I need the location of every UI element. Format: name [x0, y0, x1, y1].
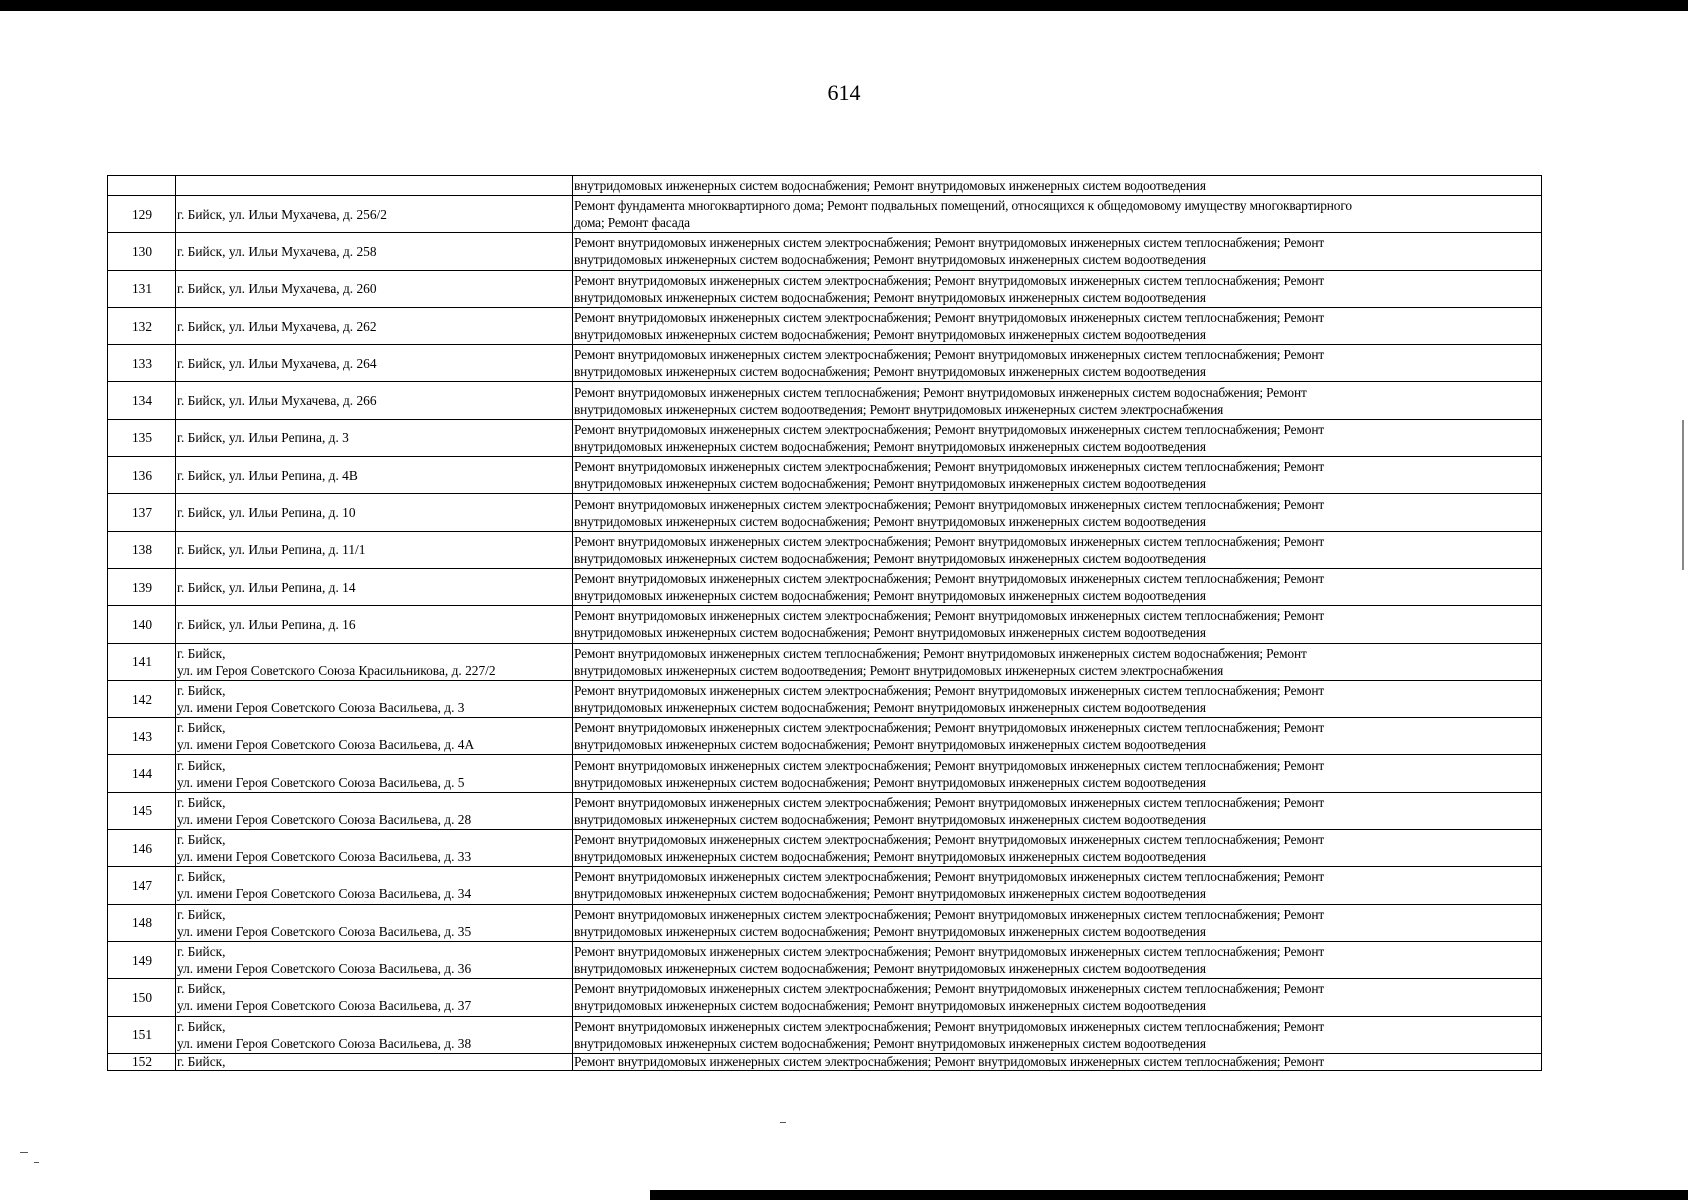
- works-line: внутридомовых инженерных систем водоснабжения; Ремонт внутридомовых инженерных систем водоотведения: [574, 625, 1206, 641]
- address-line: г. Бийск, ул. Ильи Репина, д. 10: [177, 505, 356, 521]
- works-cell: [573, 457, 1542, 494]
- works-cell: [573, 419, 1542, 456]
- works-line: внутридомовых инженерных систем водоснабжения; Ремонт внутридомовых инженерных систем водоотведения: [574, 476, 1206, 492]
- row-number-cell: 145: [108, 792, 176, 829]
- address-line: г. Бийск, ул. Ильи Мухачева, д. 258: [177, 243, 377, 259]
- works-line: Ремонт внутридомовых инженерных систем электроснабжения; Ремонт внутридомовых инженерных систем теплоснабжения; Ремонт: [574, 533, 1325, 549]
- address-cell: [176, 176, 573, 196]
- address-cell: [176, 382, 573, 419]
- works-cell: [573, 904, 1542, 941]
- works-cell: [573, 1016, 1542, 1053]
- row-number-cell: 150: [108, 979, 176, 1016]
- works-line: Ремонт внутридомовых инженерных систем электроснабжения; Ремонт внутридомовых инженерных систем теплоснабжения; Ремонт: [574, 869, 1325, 885]
- row-number-cell: 144: [108, 755, 176, 792]
- address-line: ул. имени Героя Советского Союза Васильева, д. 5: [177, 774, 465, 790]
- table-row: [108, 792, 1542, 829]
- address-cell: [176, 1016, 573, 1053]
- address-line: г. Бийск,: [177, 645, 226, 661]
- address-cell: [176, 979, 573, 1016]
- address-line: г. Бийск, ул. Ильи Мухачева, д. 260: [177, 281, 377, 297]
- address-cell: [176, 941, 573, 978]
- address-cell: [176, 307, 573, 344]
- table-row: [108, 904, 1542, 941]
- works-cell: [573, 680, 1542, 717]
- works-line: Ремонт внутридомовых инженерных систем электроснабжения; Ремонт внутридомовых инженерных систем теплоснабжения; Ремонт: [574, 608, 1325, 624]
- address-cell: [176, 830, 573, 867]
- scan-edge-right: [1682, 420, 1684, 570]
- address-line: г. Бийск,: [177, 832, 226, 848]
- row-number-cell: 148: [108, 904, 176, 941]
- address-line: ул. имени Героя Советского Союза Васильева, д. 38: [177, 1035, 472, 1051]
- works-cell: [573, 792, 1542, 829]
- works-line: внутридомовых инженерных систем водоснабжения; Ремонт внутридомовых инженерных систем водоотведения: [574, 438, 1206, 454]
- works-line: внутридомовых инженерных систем водоснабжения; Ремонт внутридомовых инженерных систем водоотведения: [574, 737, 1206, 753]
- address-cell: [176, 680, 573, 717]
- works-line: Ремонт внутридомовых инженерных систем теплоснабжения; Ремонт внутридомовых инженерных систем водоснабжения; Ремонт: [574, 645, 1307, 661]
- works-line: внутридомовых инженерных систем водоснабжения; Ремонт внутридомовых инженерных систем водоотведения: [574, 961, 1206, 977]
- table-body: [108, 176, 1542, 1071]
- works-cell: [573, 867, 1542, 904]
- address-line: ул. имени Героя Советского Союза Васильева, д. 35: [177, 923, 472, 939]
- row-number-cell: 146: [108, 830, 176, 867]
- works-line: Ремонт внутридомовых инженерных систем электроснабжения; Ремонт внутридомовых инженерных систем теплоснабжения; Ремонт: [574, 347, 1325, 363]
- works-line: внутридомовых инженерных систем водоснабжения; Ремонт внутридомовых инженерных систем водоотведения: [574, 588, 1206, 604]
- works-line: Ремонт внутридомовых инженерных систем электроснабжения; Ремонт внутридомовых инженерных систем теплоснабжения; Ремонт: [574, 794, 1325, 810]
- works-cell: [573, 979, 1542, 1016]
- address-cell: [176, 643, 573, 680]
- works-line: дома; Ремонт фасада: [574, 215, 690, 231]
- scan-border-top: [0, 0, 1688, 11]
- works-cell: [573, 755, 1542, 792]
- address-line: г. Бийск,: [177, 757, 226, 773]
- address-cell: [176, 904, 573, 941]
- address-line: г. Бийск,: [177, 906, 226, 922]
- works-line: Ремонт фундамента многоквартирного дома; Ремонт подвальных помещений, относящихся к общедомовому имуществу многоквартирного: [574, 198, 1352, 214]
- scan-speck: [34, 1162, 39, 1163]
- address-cell: [176, 755, 573, 792]
- address-cell: [176, 233, 573, 270]
- works-line: Ремонт внутридомовых инженерных систем электроснабжения; Ремонт внутридомовых инженерных систем теплоснабжения; Ремонт: [574, 496, 1325, 512]
- table-row: [108, 382, 1542, 419]
- table-row-continuation: [108, 176, 1542, 196]
- table-row: [108, 606, 1542, 643]
- works-line: внутридомовых инженерных систем водоотведения; Ремонт внутридомовых инженерных систем электроснабжения: [574, 401, 1224, 417]
- works-line: Ремонт внутридомовых инженерных систем электроснабжения; Ремонт внутридомовых инженерных систем теплоснабжения; Ремонт: [574, 944, 1325, 960]
- address-line: ул. имени Героя Советского Союза Васильева, д. 37: [177, 998, 472, 1014]
- page-number: 614: [827, 80, 861, 105]
- row-number-cell: 129: [108, 196, 176, 233]
- address-cell: [176, 196, 573, 233]
- address-line: г. Бийск, ул. Ильи Мухачева, д. 266: [177, 393, 377, 409]
- works-line: внутридомовых инженерных систем водоснабжения; Ремонт внутридомовых инженерных систем водоотведения: [574, 513, 1206, 529]
- address-line: г. Бийск, ул. Ильи Мухачева, д. 256/2: [177, 206, 387, 222]
- row-number-cell: 140: [108, 606, 176, 643]
- table-row: [108, 307, 1542, 344]
- table-row: [108, 680, 1542, 717]
- row-number-cell: 143: [108, 718, 176, 755]
- table-row: [108, 419, 1542, 456]
- repair-works-table: [107, 175, 1542, 1071]
- row-number-cell: 136: [108, 457, 176, 494]
- table-row: [108, 867, 1542, 904]
- works-cell: [573, 531, 1542, 568]
- works-cell: [573, 830, 1542, 867]
- works-line: Ремонт внутридомовых инженерных систем электроснабжения; Ремонт внутридомовых инженерных систем теплоснабжения; Ремонт: [574, 310, 1325, 326]
- address-line: г. Бийск,: [177, 981, 226, 997]
- table-row: [108, 568, 1542, 605]
- address-line: ул. имени Героя Советского Союза Васильева, д. 36: [177, 961, 472, 977]
- scan-speck: [780, 1122, 786, 1123]
- works-cell: внутридомовых инженерных систем водоснабжения; Ремонт внутридомовых инженерных систем водоотведения: [573, 176, 1542, 196]
- table-row: [108, 531, 1542, 568]
- address-line: г. Бийск, ул. Ильи Репина, д. 11/1: [177, 542, 366, 558]
- address-line: г. Бийск,: [177, 1018, 226, 1034]
- row-number-cell: 138: [108, 531, 176, 568]
- works-line: Ремонт внутридомовых инженерных систем электроснабжения; Ремонт внутридомовых инженерных систем теплоснабжения; Ремонт: [574, 981, 1325, 997]
- row-number-cell: 141: [108, 643, 176, 680]
- works-cell: [573, 941, 1542, 978]
- works-cell: [573, 345, 1542, 382]
- works-line: внутридомовых инженерных систем водоснабжения; Ремонт внутридомовых инженерных систем водоотведения: [574, 364, 1206, 380]
- row-number-cell: 139: [108, 568, 176, 605]
- address-line: г. Бийск, ул. Ильи Репина, д. 14: [177, 579, 356, 595]
- works-cell: Ремонт внутридомовых инженерных систем электроснабжения; Ремонт внутридомовых инженерных систем теплоснабжения; Ремонт: [573, 1053, 1542, 1070]
- works-cell: [573, 643, 1542, 680]
- scan-border-bottom: [650, 1190, 1688, 1200]
- works-line: внутридомовых инженерных систем водоснабжения; Ремонт внутридомовых инженерных систем водоотведения: [574, 886, 1206, 902]
- row-number-cell: 130: [108, 233, 176, 270]
- address-line: г. Бийск, ул. Ильи Репина, д. 3: [177, 430, 349, 446]
- works-line: внутридомовых инженерных систем водоснабжения; Ремонт внутридомовых инженерных систем водоотведения: [574, 700, 1206, 715]
- address-line: г. Бийск,: [177, 794, 226, 810]
- address-line: ул. имени Героя Советского Союза Васильева, д. 33: [177, 849, 472, 865]
- address-line: г. Бийск,: [177, 869, 226, 885]
- works-line: внутридомовых инженерных систем водоснабжения; Ремонт внутридомовых инженерных систем водоотведения: [574, 327, 1206, 343]
- table-row: [108, 1016, 1542, 1053]
- table-row: [108, 494, 1542, 531]
- address-line: ул. им Героя Советского Союза Красильникова, д. 227/2: [177, 662, 496, 678]
- address-cell: [176, 270, 573, 307]
- works-line: внутридомовых инженерных систем водоснабжения; Ремонт внутридомовых инженерных систем водоотведения: [574, 774, 1206, 790]
- address-cell: [176, 792, 573, 829]
- table-row: [108, 233, 1542, 270]
- works-line: Ремонт внутридомовых инженерных систем электроснабжения; Ремонт внутридомовых инженерных систем теплоснабжения; Ремонт: [574, 459, 1325, 475]
- address-line: ул. имени Героя Советского Союза Васильева, д. 28: [177, 811, 472, 827]
- table-row: [108, 830, 1542, 867]
- works-line: внутридомовых инженерных систем водоснабжения; Ремонт внутридомовых инженерных систем водоотведения: [574, 923, 1206, 939]
- works-line: Ремонт внутридомовых инженерных систем электроснабжения; Ремонт внутридомовых инженерных систем теплоснабжения; Ремонт: [574, 421, 1325, 437]
- row-number-cell: 151: [108, 1016, 176, 1053]
- table-row: [108, 979, 1542, 1016]
- row-number-cell: 131: [108, 270, 176, 307]
- works-cell: [573, 568, 1542, 605]
- address-line: г. Бийск, ул. Ильи Репина, д. 4В: [177, 467, 358, 483]
- row-number-cell: 149: [108, 941, 176, 978]
- address-cell: г. Бийск,: [176, 1053, 573, 1070]
- works-line: внутридомовых инженерных систем водоснабжения; Ремонт внутридомовых инженерных систем водоотведения: [574, 811, 1206, 827]
- works-cell: [573, 382, 1542, 419]
- table-row: [108, 643, 1542, 680]
- works-line: Ремонт внутридомовых инженерных систем электроснабжения; Ремонт внутридомовых инженерных систем теплоснабжения; Ремонт: [574, 832, 1325, 848]
- works-cell: [573, 606, 1542, 643]
- works-line: внутридомовых инженерных систем водоотведения; Ремонт внутридомовых инженерных систем электроснабжения: [574, 662, 1224, 678]
- address-cell: [176, 419, 573, 456]
- works-cell: [573, 196, 1542, 233]
- works-cell: [573, 270, 1542, 307]
- address-cell: [176, 606, 573, 643]
- address-cell: [176, 568, 573, 605]
- table-row: [108, 270, 1542, 307]
- works-line: внутридомовых инженерных систем водоснабжения; Ремонт внутридомовых инженерных систем водоотведения: [574, 289, 1206, 305]
- table-row: [108, 941, 1542, 978]
- works-line: Ремонт внутридомовых инженерных систем электроснабжения; Ремонт внутридомовых инженерных систем теплоснабжения; Ремонт: [574, 683, 1325, 698]
- address-cell: [176, 718, 573, 755]
- works-line: Ремонт внутридомовых инженерных систем электроснабжения; Ремонт внутридомовых инженерных систем теплоснабжения; Ремонт: [574, 906, 1325, 922]
- works-cell: [573, 718, 1542, 755]
- address-line: г. Бийск,: [177, 683, 226, 698]
- address-cell: [176, 531, 573, 568]
- works-line: Ремонт внутридомовых инженерных систем электроснабжения; Ремонт внутридомовых инженерных систем теплоснабжения; Ремонт: [574, 1018, 1325, 1034]
- works-line: Ремонт внутридомовых инженерных систем электроснабжения; Ремонт внутридомовых инженерных систем теплоснабжения; Ремонт: [574, 757, 1325, 773]
- scan-speck: [20, 1152, 28, 1153]
- address-line: ул. имени Героя Советского Союза Васильева, д. 4А: [177, 737, 475, 753]
- row-number-cell: 133: [108, 345, 176, 382]
- row-number-cell: 152: [108, 1053, 176, 1070]
- works-cell: [573, 494, 1542, 531]
- address-line: г. Бийск,: [177, 720, 226, 736]
- works-line: внутридомовых инженерных систем водоснабжения; Ремонт внутридомовых инженерных систем водоотведения: [574, 998, 1206, 1014]
- table-row-last: [108, 1053, 1542, 1070]
- works-line: Ремонт внутридомовых инженерных систем электроснабжения; Ремонт внутридомовых инженерных систем теплоснабжения; Ремонт: [574, 720, 1325, 736]
- row-number-cell: 134: [108, 382, 176, 419]
- address-line: г. Бийск,: [177, 944, 226, 960]
- address-line: г. Бийск, ул. Ильи Репина, д. 16: [177, 616, 356, 632]
- works-line: Ремонт внутридомовых инженерных систем электроснабжения; Ремонт внутридомовых инженерных систем теплоснабжения; Ремонт: [574, 235, 1325, 251]
- works-line: внутридомовых инженерных систем водоснабжения; Ремонт внутридомовых инженерных систем водоотведения: [574, 849, 1206, 865]
- address-line: ул. имени Героя Советского Союза Васильева, д. 3: [177, 700, 465, 715]
- address-line: г. Бийск, ул. Ильи Мухачева, д. 262: [177, 318, 377, 334]
- table-row: [108, 457, 1542, 494]
- address-cell: [176, 345, 573, 382]
- works-line: внутридомовых инженерных систем водоснабжения; Ремонт внутридомовых инженерных систем водоотведения: [574, 1035, 1206, 1051]
- row-number-cell: 142: [108, 680, 176, 717]
- row-number-cell: [108, 176, 176, 196]
- address-cell: [176, 867, 573, 904]
- row-number-cell: 147: [108, 867, 176, 904]
- works-cell: [573, 307, 1542, 344]
- works-line: Ремонт внутридомовых инженерных систем теплоснабжения; Ремонт внутридомовых инженерных систем водоснабжения; Ремонт: [574, 384, 1307, 400]
- works-cell: [573, 233, 1542, 270]
- address-cell: [176, 494, 573, 531]
- row-number-cell: 135: [108, 419, 176, 456]
- address-line: ул. имени Героя Советского Союза Васильева, д. 34: [177, 886, 472, 902]
- address-line: г. Бийск, ул. Ильи Мухачева, д. 264: [177, 355, 377, 371]
- table-row: [108, 718, 1542, 755]
- row-number-cell: 137: [108, 494, 176, 531]
- works-line: Ремонт внутридомовых инженерных систем электроснабжения; Ремонт внутридомовых инженерных систем теплоснабжения; Ремонт: [574, 571, 1325, 587]
- table-row: [108, 345, 1542, 382]
- works-line: Ремонт внутридомовых инженерных систем электроснабжения; Ремонт внутридомовых инженерных систем теплоснабжения; Ремонт: [574, 272, 1325, 288]
- works-line: внутридомовых инженерных систем водоснабжения; Ремонт внутридомовых инженерных систем водоотведения: [574, 252, 1206, 268]
- address-cell: [176, 457, 573, 494]
- row-number-cell: 132: [108, 307, 176, 344]
- table-row: [108, 196, 1542, 233]
- works-line: внутридомовых инженерных систем водоснабжения; Ремонт внутридомовых инженерных систем водоотведения: [574, 550, 1206, 566]
- table-row: [108, 755, 1542, 792]
